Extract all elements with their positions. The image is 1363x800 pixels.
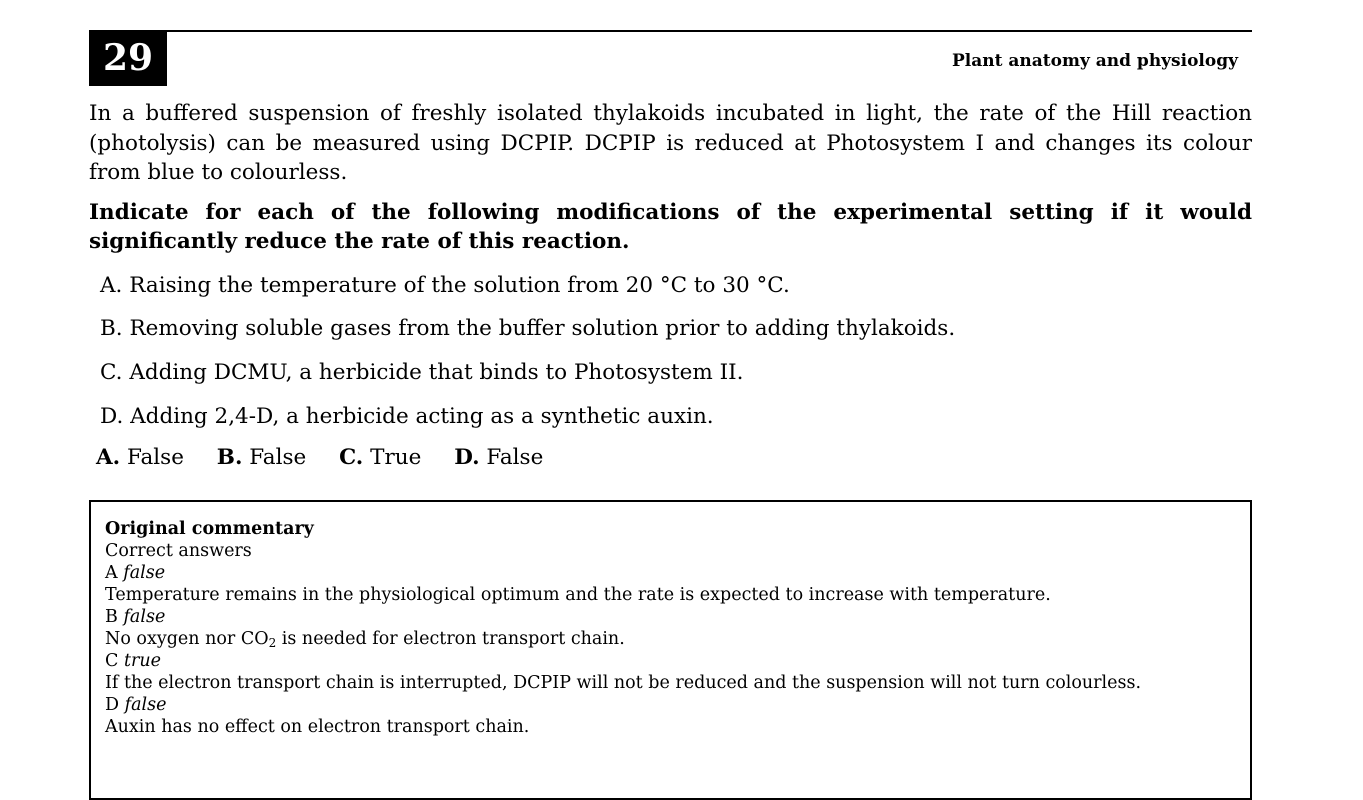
question-page [89,30,1252,472]
option-a [100,271,1252,300]
question-stem: In a buffered suspension of freshly isolated thylakoids incubated in light, the rate of the Hill reaction (photolysis) can be measured using DCPIP. DCPIP is reduced at Photosystem I and changes its colour from blue to colourless. [89,101,1252,185]
option-text: Adding DCMU, a herbicide that binds to Photosystem II. [129,359,744,385]
option-d [100,402,1252,431]
answer-value: False [249,445,307,471]
option-text: Adding 2,4-D, a herbicide acting as a synthetic auxin. [130,403,714,429]
commentary-explanation-c: If the electron transport chain is interrupted, DCPIP will not be reduced and the suspension will not turn colourless. [105,673,1142,693]
question-header [89,30,1252,87]
commentary-box [89,500,1252,800]
option-label: B. [100,316,123,342]
option-b [100,314,1252,343]
commentary-verdict-c [105,650,1250,672]
question-number: 29 [89,30,167,86]
explanation-text: is needed for electron transport chain. [276,629,625,649]
commentary-verdict-b [105,606,1250,628]
option-list [100,271,1252,431]
answer-label: D. [454,445,480,471]
answer-label: B. [216,445,243,471]
commentary-subtitle: Correct answers [105,541,252,561]
question-instruction: Indicate for each of the following modifications of the experimental setting if it would significantly reduce the rate of this reaction. [89,199,1252,254]
answer-label: C. [339,445,364,471]
commentary-explanation-d: Auxin has no effect on electron transport chain. [105,717,530,737]
explanation-text: No oxygen nor CO [105,629,269,649]
verdict-letter: D [105,695,120,715]
option-text: Raising the temperature of the solution from 20 °C to 30 °C. [129,272,790,298]
answer-value: False [127,445,184,471]
answer-value: True [370,445,422,471]
verdict-value: false [123,563,166,583]
verdict-value: false [123,607,166,627]
option-label: C. [100,359,123,385]
verdict-letter: A [105,563,118,583]
commentary-explanation-b [105,628,1250,650]
answer-value: False [486,445,544,471]
commentary-verdict-d [105,694,1250,716]
subscript-two: 2 [268,636,277,650]
topic-label: Plant anatomy and physiology [952,51,1238,71]
answer-label: A. [96,445,121,471]
commentary-verdict-a [105,562,1250,584]
answer-d [454,443,543,472]
option-label: D. [100,403,124,429]
verdict-value: true [123,651,161,671]
answer-c [339,443,421,472]
option-label: A. [100,272,123,298]
answer-a [96,443,184,472]
commentary-explanation-a: Temperature remains in the physiological optimum and the rate is expected to increase with temperature. [105,585,1051,605]
option-c [100,358,1252,387]
commentary-title: Original commentary [105,519,314,539]
option-text: Removing soluble gases from the buffer solution prior to adding thylakoids. [129,316,956,342]
verdict-letter: B [105,607,118,627]
answer-b [217,443,306,472]
answer-key [96,443,1252,472]
verdict-letter: C [105,651,119,671]
verdict-value: false [124,695,167,715]
